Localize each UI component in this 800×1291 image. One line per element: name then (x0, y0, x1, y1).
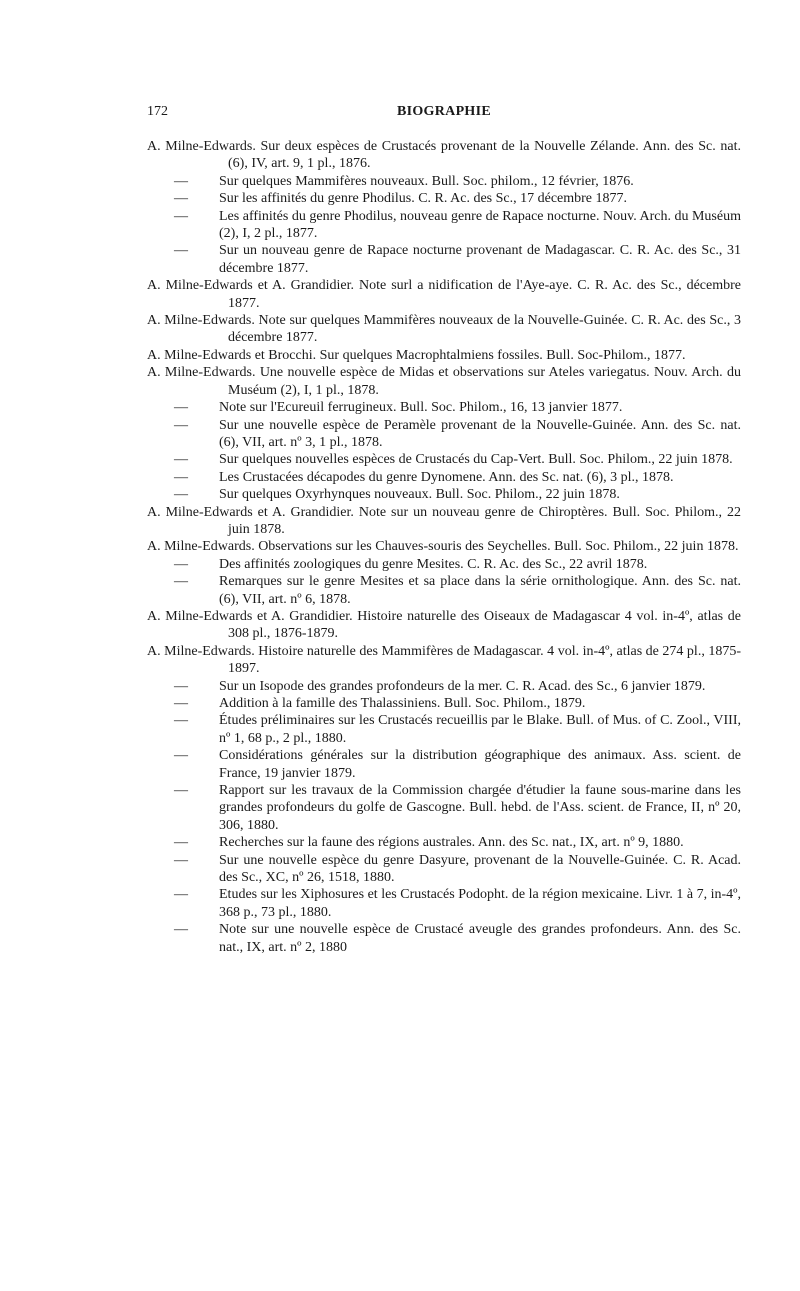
bibliography-subentry (147, 486, 741, 503)
bibliography-entry (147, 504, 741, 539)
entry-text: Sur un nouveau genre de Rapace nocturne provenant de Madagascar. C. R. Ac. des Sc., 31 décembre 1877. (219, 243, 741, 276)
entry-text: Sur quelques Mammifères nouveaux. Bull. Soc. philom., 12 février, 1876. (219, 173, 634, 189)
bibliography-entry (147, 347, 741, 364)
entry-text: Recherches sur la faune des régions australes. Ann. des Sc. nat., IX, art. nº 9, 1880. (219, 835, 684, 851)
entry-dash: — (174, 783, 188, 799)
bibliography-entry (147, 364, 741, 399)
entry-dash: — (174, 852, 188, 868)
page-header (147, 104, 741, 124)
entry-text: Sur quelques Oxyrhynques nouveaux. Bull. Soc. Philom., 22 juin 1878. (219, 487, 620, 503)
entry-dash: — (174, 243, 188, 259)
entry-text: Sur une nouvelle espèce de Peramèle provenant de la Nouvelle-Guinée. Ann. des Sc. nat. (6), VII, art. nº 3, 1 pl., 1878. (219, 417, 741, 450)
entry-dash: — (174, 400, 188, 416)
entry-dash: — (174, 191, 188, 207)
bibliography-subentry (147, 242, 741, 277)
bibliography-subentry (147, 852, 741, 887)
entry-text: Rapport sur les travaux de la Commission chargée d'étudier la faune sous-marine dans les grandes profondeurs du golfe de Gascogne. Bull. hebd. de l'Ass. scient. de France, II, nº 20, 306, 1880. (219, 783, 741, 833)
entry-text: Remarques sur le genre Mesites et sa place dans la série ornithologique. Ann. des Sc. nat. (6), VII, art. nº 6, 1878. (219, 574, 741, 607)
bibliography-subentry (147, 451, 741, 468)
bibliography-entry (147, 538, 741, 555)
bibliography-subentry (147, 173, 741, 190)
entry-text: A. Milne-Edwards. Sur deux espèces de Crustacés provenant de la Nouvelle Zélande. Ann. des Sc. nat. (6), IV, art. 9, 1 pl., 1876. (147, 139, 741, 172)
bibliography-subentry (147, 208, 741, 243)
entry-dash: — (174, 469, 188, 485)
entry-text: A. Milne-Edwards et A. Grandidier. Note sur un nouveau genre de Chiroptères. Bull. Soc. Philom., 22 juin 1878. (147, 504, 741, 537)
bibliography-subentry (147, 469, 741, 486)
entry-text: Addition à la famille des Thalassiniens. Bull. Soc. Philom., 1879. (219, 696, 586, 711)
entry-dash: — (174, 678, 188, 694)
bibliography-subentry (147, 834, 741, 851)
entry-dash: — (174, 417, 188, 433)
bibliography-subentry (147, 678, 741, 695)
bibliography-subentry (147, 399, 741, 416)
entry-dash: — (174, 713, 188, 729)
bibliography-subentry (147, 190, 741, 207)
bibliography-subentry (147, 712, 741, 747)
entry-text: A. Milne-Edwards. Observations sur les Chauves-souris des Seychelles. Bull. Soc. Philom., 22 juin 1878. (147, 539, 739, 555)
entry-text: A. Milne-Edwards. Note sur quelques Mammifères nouveaux de la Nouvelle-Guinée. C. R. Ac. des Sc., 3 décembre 1877. (147, 313, 741, 346)
bibliography-subentry (147, 886, 741, 921)
entry-text: Sur un Isopode des grandes profondeurs de la mer. C. R. Acad. des Sc., 6 janvier 1879. (219, 678, 706, 694)
bibliography-subentry (147, 695, 741, 712)
entry-text: Les Crustacées décapodes du genre Dynomene. Ann. des Sc. nat. (6), 3 pl., 1878. (219, 469, 674, 485)
entry-text: Note sur une nouvelle espèce de Crustacé aveugle des grandes profondeurs. Ann. des Sc. nat., IX, art. nº 2, 1880 (219, 922, 741, 955)
bibliography-entry (147, 643, 741, 678)
entry-text: Les affinités du genre Phodilus, nouveau genre de Rapace nocturne. Nouv. Arch. du Muséum (2), I, 2 pl., 1877. (219, 208, 741, 242)
bibliography-entry (147, 312, 741, 347)
bibliography-subentry (147, 417, 741, 452)
bibliography-subentry (147, 921, 741, 956)
running-head: BIOGRAPHIE (396, 104, 491, 119)
bibliography-entry (147, 277, 741, 312)
page-number: 172 (147, 104, 168, 119)
bibliography-subentry (147, 573, 741, 608)
entry-dash: — (174, 835, 188, 851)
entry-text: Études préliminaires sur les Crustacés recueillis par le Blake. Bull. of Mus. of C. Zool., VIII, nº 1, 68 p., 2 pl., 1880. (219, 713, 741, 746)
entry-dash: — (174, 748, 188, 764)
bibliography-entry (147, 608, 741, 643)
bibliography-subentry (147, 782, 741, 834)
entry-text: Sur quelques nouvelles espèces de Crustacés du Cap-Vert. Bull. Soc. Philom., 22 juin 1878. (219, 452, 733, 468)
bibliography-subentry (147, 556, 741, 573)
entry-text: Considérations générales sur la distribution géographique des animaux. Ass. scient. de France, 19 janvier 1879. (219, 748, 741, 781)
entry-dash: — (174, 487, 188, 503)
entry-text: A. Milne-Edwards et Brocchi. Sur quelques Macrophtalmiens fossiles. Bull. Soc-Philom., 1877. (147, 347, 686, 363)
entry-text: Des affinités zoologiques du genre Mesites. C. R. Ac. des Sc., 22 avril 1878. (219, 556, 648, 572)
entry-text: Etudes sur les Xiphosures et les Crustacés Podopht. de la région mexicaine. Livr. 1 à 7, in-4º, 368 p., 73 pl., 1880. (219, 887, 741, 920)
entry-text: Note sur l'Ecureuil ferrugineux. Bull. Soc. Philom., 16, 13 janvier 1877. (219, 400, 623, 416)
entry-text: A. Milne-Edwards. Histoire naturelle des Mammifères de Madagascar. 4 vol. in-4º, atlas de 274 pl., 1875-1897. (147, 643, 741, 677)
entry-dash: — (174, 574, 188, 590)
entry-text: Sur les affinités du genre Phodilus. C. R. Ac. des Sc., 17 décembre 1877. (219, 191, 628, 207)
entry-text: Sur une nouvelle espèce du genre Dasyure, provenant de la Nouvelle-Guinée. C. R. Acad. des Sc., XC, nº 26, 1518, 1880. (219, 852, 741, 886)
entry-dash: — (174, 208, 188, 224)
entry-text: A. Milne-Edwards et A. Grandidier. Histoire naturelle des Oiseaux de Madagascar 4 vol. in-4º, atlas de 308 pl., 1876-1879. (147, 608, 741, 642)
entry-dash: — (174, 696, 188, 711)
entry-text: A. Milne-Edwards et A. Grandidier. Note surl a nidification de l'Aye-aye. C. R. Ac. des Sc., décembre 1877. (147, 278, 741, 311)
bibliography-list (147, 138, 741, 956)
entry-text: A. Milne-Edwards. Une nouvelle espèce de Midas et observations sur Ateles variegatus. Nouv. Arch. du Muséum (2), I, 1 pl., 1878. (147, 365, 741, 398)
entry-dash: — (174, 922, 188, 938)
entry-dash: — (174, 452, 188, 468)
bibliography-entry (147, 138, 741, 173)
entry-dash: — (174, 556, 188, 572)
bibliography-subentry (147, 747, 741, 782)
entry-dash: — (174, 173, 188, 189)
entry-dash: — (174, 887, 188, 903)
